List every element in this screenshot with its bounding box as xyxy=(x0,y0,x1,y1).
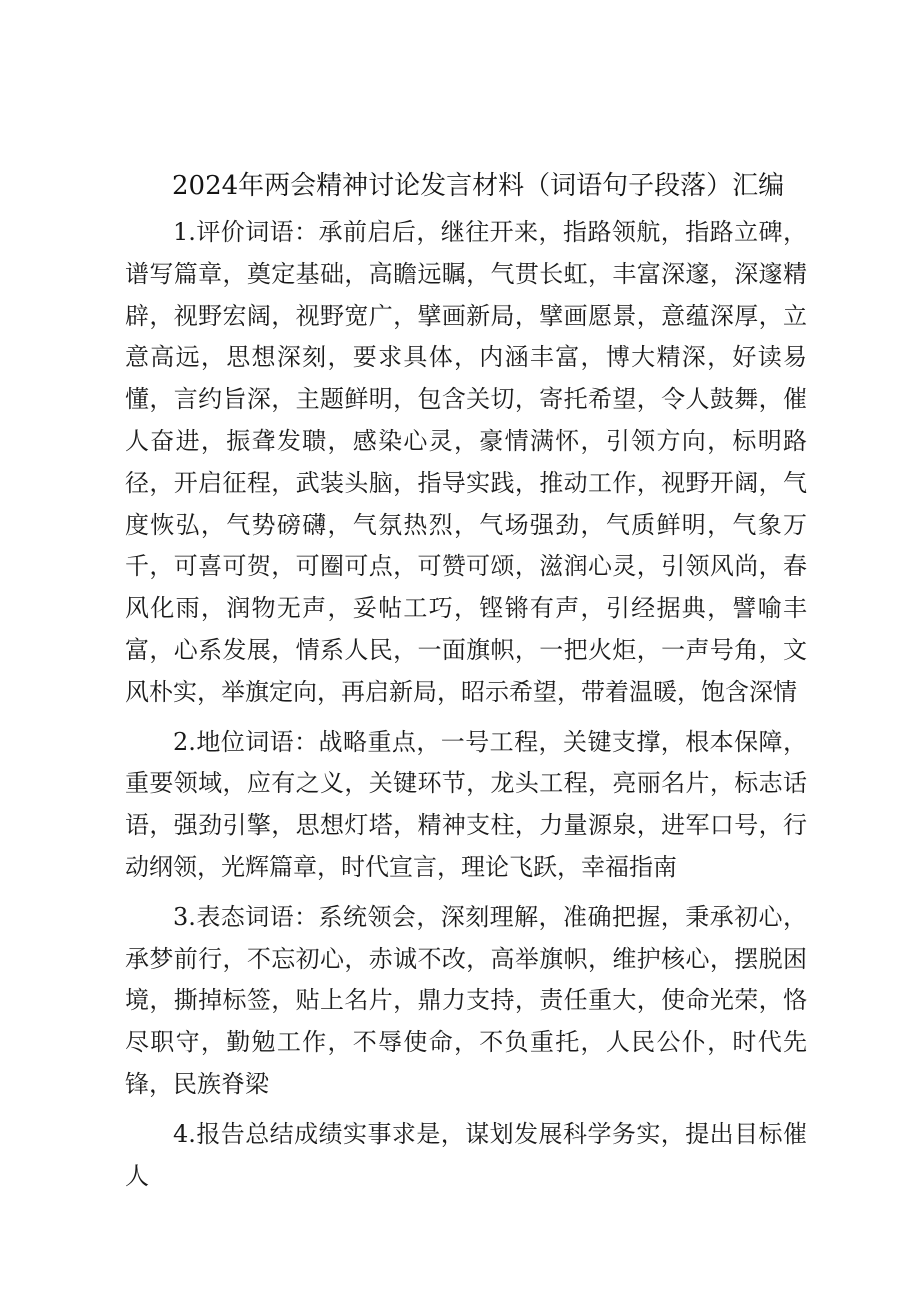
paragraph-report-summary: 4.报告总结成绩实事求是，谋划发展科学务实，提出目标催人 xyxy=(125,1119,807,1190)
paragraph-status-words: 2.地位词语：战略重点，一号工程，关键支撑，根本保障，重要领域，应有之义，关键环节，龙头工程，亮丽名片，标志话语，强劲引擎，思想灯塔，精神支柱，力量源泉，进军口号，行动纲领，光辉篇章，时代宣言，理论飞跃，幸福指南 xyxy=(125,727,807,881)
document-body xyxy=(125,212,807,1205)
paragraph-stance-words: 3.表态词语：系统领会，深刻理解，准确把握，秉承初心，承梦前行，不忘初心，赤诚不改，高举旗帜，维护核心，摆脱困境，撕掉标签，贴上名片，鼎力支持，责任重大，使命光荣，恪尽职守，勤勉工作，不辱使命，不负重托，人民公仆，时代先锋，民族脊梁 xyxy=(125,902,807,1098)
document-title: 2024年两会精神讨论发言材料（词语句子段落）汇编 xyxy=(172,171,785,201)
paragraph-evaluation-words: 1.评价词语：承前启后，继往开来，指路领航，指路立碑，谱写篇章，奠定基础，高瞻远瞩，气贯长虹，丰富深邃，深邃精辟，视野宏阔，视野宽广，擘画新局，擘画愿景，意蕴深厚，立意高远，思想深刻，要求具体，内涵丰富，博大精深，好读易懂，言约旨深，主题鲜明，包含关切，寄托希望，令人鼓舞，催人奋进，振聋发聩，感染心灵，豪情满怀，引领方向，标明路径，开启征程，武装头脑，指导实践，推动工作，视野开阔，气度恢弘，气势磅礴，气氛热烈，气场强劲，气质鲜明，气象万千，可喜可贺，可圈可点，可赞可颂，滋润心灵，引领风尚，春风化雨，润物无声，妥帖工巧，铿锵有声，引经据典，譬喻丰富，心系发展，情系人民，一面旗帜，一把火炬，一声号角，文风朴实，举旗定向，再启新局，昭示希望，带着温暖，饱含深情 xyxy=(125,218,807,706)
